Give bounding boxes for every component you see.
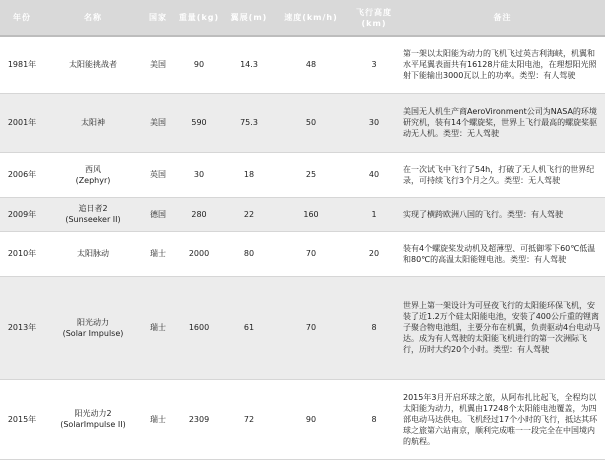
- cell-name: [44, 93, 142, 152]
- cell-year: 2010年: [7, 249, 37, 258]
- cell-wingspan: 80: [243, 249, 255, 258]
- cell-wingspan: 14.3: [240, 60, 258, 70]
- cell-name: [44, 36, 142, 93]
- cell-speed: 25: [305, 170, 317, 179]
- header-wingspan: 翼展(m): [224, 0, 274, 36]
- cell-speed: 90: [305, 414, 317, 424]
- cell-weight: 280: [174, 197, 224, 231]
- cell-country: 美国: [150, 60, 166, 70]
- table-row: [0, 276, 605, 379]
- header-name: 名称: [44, 0, 142, 36]
- header-notes: 备注: [400, 0, 605, 36]
- cell-speed: 70: [274, 276, 348, 379]
- cell-speed: 70: [305, 249, 317, 258]
- cell-notes: 2015年3月开启环球之旅，从阿布扎比起飞，全程均以太阳能为动力，机翼由17248个太阳能电池覆盖，为四部电动马达供电。飞机经过17个小时的飞行，抵达其环球之旅第六站南京，顺利完成唯一一段完全在中国境内的航程。: [403, 392, 598, 446]
- cell-altitude: 20: [368, 249, 380, 258]
- cell-country: 英国: [150, 170, 166, 179]
- cell-wingspan: 75.3: [224, 93, 274, 152]
- cell-altitude: 8: [371, 414, 377, 424]
- cell-altitude: 3: [371, 60, 377, 70]
- header-country: 国家: [142, 0, 174, 36]
- table-row: [0, 231, 605, 276]
- header-speed: 速度(km/h): [274, 0, 348, 36]
- table-row: [0, 93, 605, 152]
- cell-country: 瑞士: [150, 414, 166, 424]
- cell-name-main: 追日者2: [78, 204, 108, 213]
- cell-country: 德国: [142, 197, 174, 231]
- cell-name-main: 阳光动力2: [74, 409, 112, 418]
- cell-wingspan: 72: [243, 414, 255, 424]
- cell-name: [44, 231, 142, 276]
- cell-name-sub: (SolarImpulse II): [60, 420, 126, 429]
- cell-name: [44, 379, 142, 459]
- table-row: [0, 379, 605, 459]
- cell-year: 2009年: [0, 197, 44, 231]
- cell-year: 2015年: [7, 414, 37, 424]
- cell-speed: 50: [274, 93, 348, 152]
- cell-weight: 30: [193, 170, 205, 179]
- cell-altitude: 30: [348, 93, 400, 152]
- cell-notes: 美国无人机生产商AeroVironment公司为NASA的环境研究机，装有14个螺旋桨，世界上飞行最高的螺旋桨驱动无人机。类型：无人驾驶: [400, 93, 605, 152]
- cell-weight: 1600: [174, 276, 224, 379]
- cell-name-main: 太阳脉动: [77, 249, 109, 258]
- cell-name: [44, 276, 142, 379]
- header-altitude: 飞行高度(km): [348, 0, 400, 36]
- header-year: 年份: [0, 0, 44, 36]
- cell-notes: 实现了横跨欧洲八国的飞行。类型：有人驾驶: [400, 197, 605, 231]
- cell-country: 瑞士: [150, 249, 166, 258]
- table-row: [0, 197, 605, 231]
- cell-speed: 160: [274, 197, 348, 231]
- cell-name: [44, 197, 142, 231]
- cell-name: [44, 152, 142, 197]
- cell-name-main: 太阳神: [81, 118, 105, 127]
- cell-name-sub: (Solar Impulse): [62, 328, 124, 338]
- cell-year: 2006年: [7, 170, 37, 179]
- table-row: [0, 152, 605, 197]
- cell-wingspan: 18: [243, 170, 255, 179]
- cell-speed: 48: [305, 60, 317, 70]
- header-row: [0, 0, 605, 36]
- cell-name-main: 西风: [85, 164, 101, 174]
- cell-name-sub: (Zephyr): [75, 175, 111, 185]
- cell-name-sub: (Sunseeker II): [65, 215, 121, 224]
- cell-altitude: 1: [348, 197, 400, 231]
- cell-year: 2013年: [0, 276, 44, 379]
- cell-notes: 第一架以太阳能为动力的飞机飞过英吉利海峡，机翼和水平尾翼表面共有16128片硅太阳电池，在理想阳光照射下能输出3000瓦以上的功率。类型：有人驾驶: [403, 49, 597, 81]
- table-row: [0, 36, 605, 93]
- cell-wingspan: 22: [224, 197, 274, 231]
- cell-year: 2001年: [0, 93, 44, 152]
- cell-notes: 装有4个螺旋桨发动机及超薄型、可抵御零下60℃低温和80℃的高温太阳能锂电池。类型：有人驾驶: [403, 243, 596, 264]
- cell-year: 1981年: [7, 60, 37, 70]
- header-weight: 重量(kg): [174, 0, 224, 36]
- cell-altitude: 40: [368, 170, 380, 179]
- cell-notes: 在一次试飞中飞行了54h，打破了无人机飞行的世界纪录，可持续飞行3个月之久。类型：无人驾驶: [403, 164, 595, 185]
- cell-weight: 2000: [188, 249, 210, 258]
- cell-country: 美国: [142, 93, 174, 152]
- cell-altitude: 8: [348, 276, 400, 379]
- cell-name-main: 阳光动力: [77, 317, 109, 327]
- cell-notes: 世界上第一架设计为可昼夜飞行的太阳能环保飞机，安装了近1.2万个硅太阳能电池，安装了400公斤重的锂离子聚合物电池组，主要分布在机翼，负责驱动4台电动马达。成为有人驾驶的太阳能飞机进行的第一次洲际飞行，历时大约20个小时。类型：有人驾驶: [400, 276, 605, 379]
- cell-wingspan: 61: [224, 276, 274, 379]
- cell-weight: 590: [174, 93, 224, 152]
- cell-weight: 2309: [188, 414, 210, 424]
- cell-name-main: 太阳能挑战者: [69, 60, 117, 70]
- cell-country: 瑞士: [142, 276, 174, 379]
- cell-weight: 90: [193, 60, 205, 70]
